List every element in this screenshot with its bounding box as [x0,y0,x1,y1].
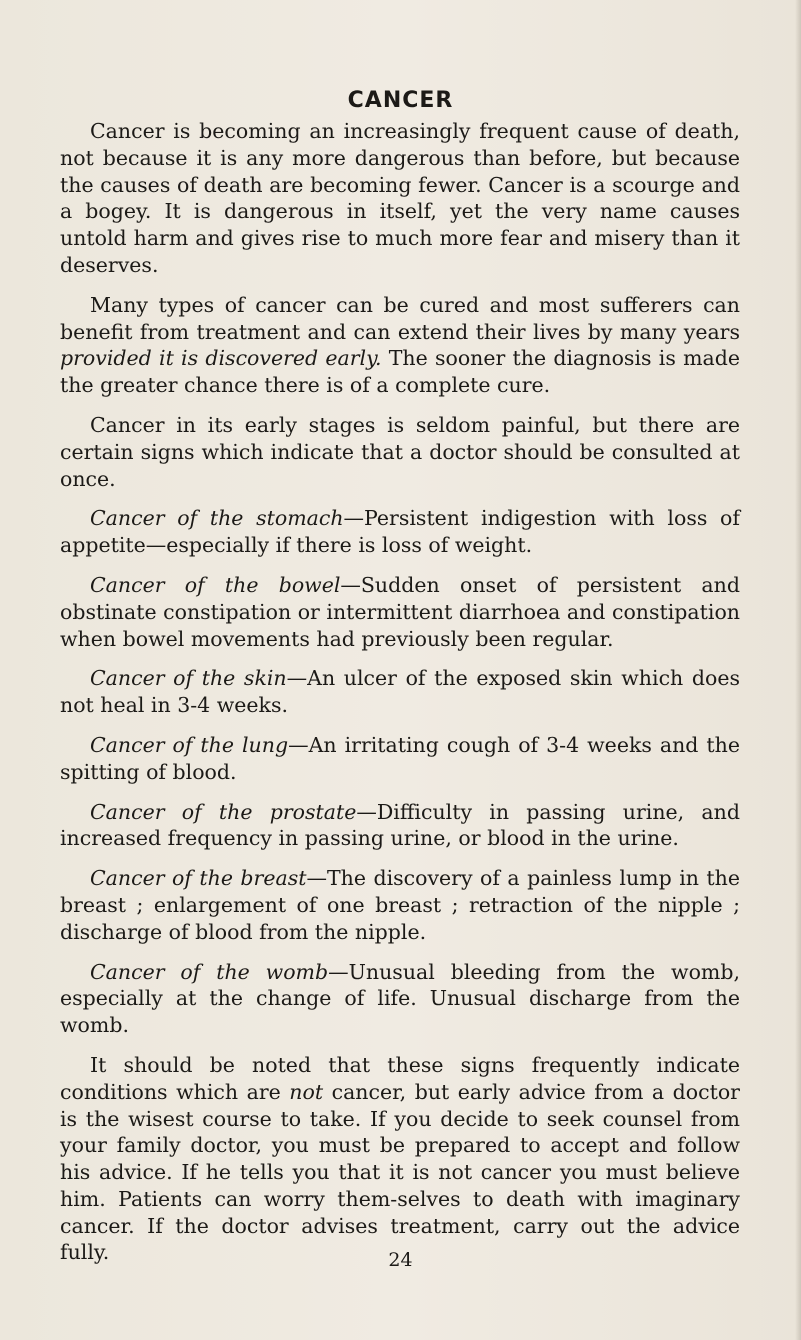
paragraph-treatment [60,292,740,399]
sign-prostate [60,799,740,853]
sign-term: Cancer of the breast [90,866,307,891]
sign-description: —An ulcer of the exposed skin which does not heal in 3-4 weeks. [60,666,740,718]
paragraph-advice [60,1052,740,1266]
paragraph-advice-start: It should be noted that these signs frequently indicate conditions which are [60,1052,740,1104]
paragraph-treatment-start: Many types of cancer can be cured and most sufferers can benefit from treatment and can extend their lives by many years [60,292,740,344]
article-body [60,118,740,1279]
paragraph-intro: Cancer is becoming an increasingly frequent cause of death, not because it is any more dangerous than before, but because the causes of death are becoming fewer. Cancer is a scourge and a bogey. It is dangerous in itself, yet the very name causes untold harm and gives rise to much more fear and misery than it deserves. [60,119,740,277]
sign-term: Cancer of the stomach [90,506,344,531]
sign-description: —Difficulty in passing urine, and increased frequency in passing urine, or blood in the urine. [60,799,740,851]
paragraph-early-stages: Cancer in its early stages is seldom painful, but there are certain signs which indicate that a doctor should be consulted at once. [60,412,740,491]
sign-description: —Unusual bleeding from the womb, especially at the change of life. Unusual discharge from the womb. [60,959,740,1038]
sign-bowel [60,572,740,652]
sign-description: —Persistent indigestion with loss of appetite—especially if there is loss of weight. [60,506,740,558]
paragraph-treatment-emphasis: provided it is discovered early. [60,346,382,371]
sign-term: Cancer of the skin [90,666,287,691]
page-number: 24 [388,1249,413,1271]
sign-description: —An irritating cough of 3-4 weeks and the spitting of blood. [60,732,740,784]
sign-term: Cancer of the prostate [90,799,357,824]
sign-stomach [60,505,740,559]
paragraph-advice-emphasis: not [289,1079,324,1104]
sign-term: Cancer of the womb [90,959,329,984]
paragraph-advice-end: cancer, but early advice from a doctor is the wisest course to take. If you decide to seek counsel from your family doctor, you must be prepared to accept and follow his advice. If he tells you that it is not cancer you must believe him. Patients can worry them-selves to death with imaginary cancer. If the doctor advises treatment, carry out the advice fully. [60,1079,740,1265]
sign-lung [60,732,740,786]
sign-womb [60,959,740,1039]
sign-description: —The discovery of a painless lump in the breast ; enlargement of one breast ; retraction of the nipple ; discharge of blood from the nipple. [60,866,740,944]
sign-breast [60,865,740,945]
sign-skin [60,665,740,719]
sign-description: —Sudden onset of persistent and obstinate constipation or intermittent diarrhoea and constipation when bowel movements had previously been regular. [60,572,740,651]
sign-term: Cancer of the bowel [90,572,341,597]
paragraph-treatment-end: The sooner the diagnosis is made the greater chance there is of a complete cure. [60,346,740,398]
page-edge-shadow [795,0,801,1340]
sign-term: Cancer of the lung [90,732,289,757]
page-title: CANCER [347,88,454,113]
